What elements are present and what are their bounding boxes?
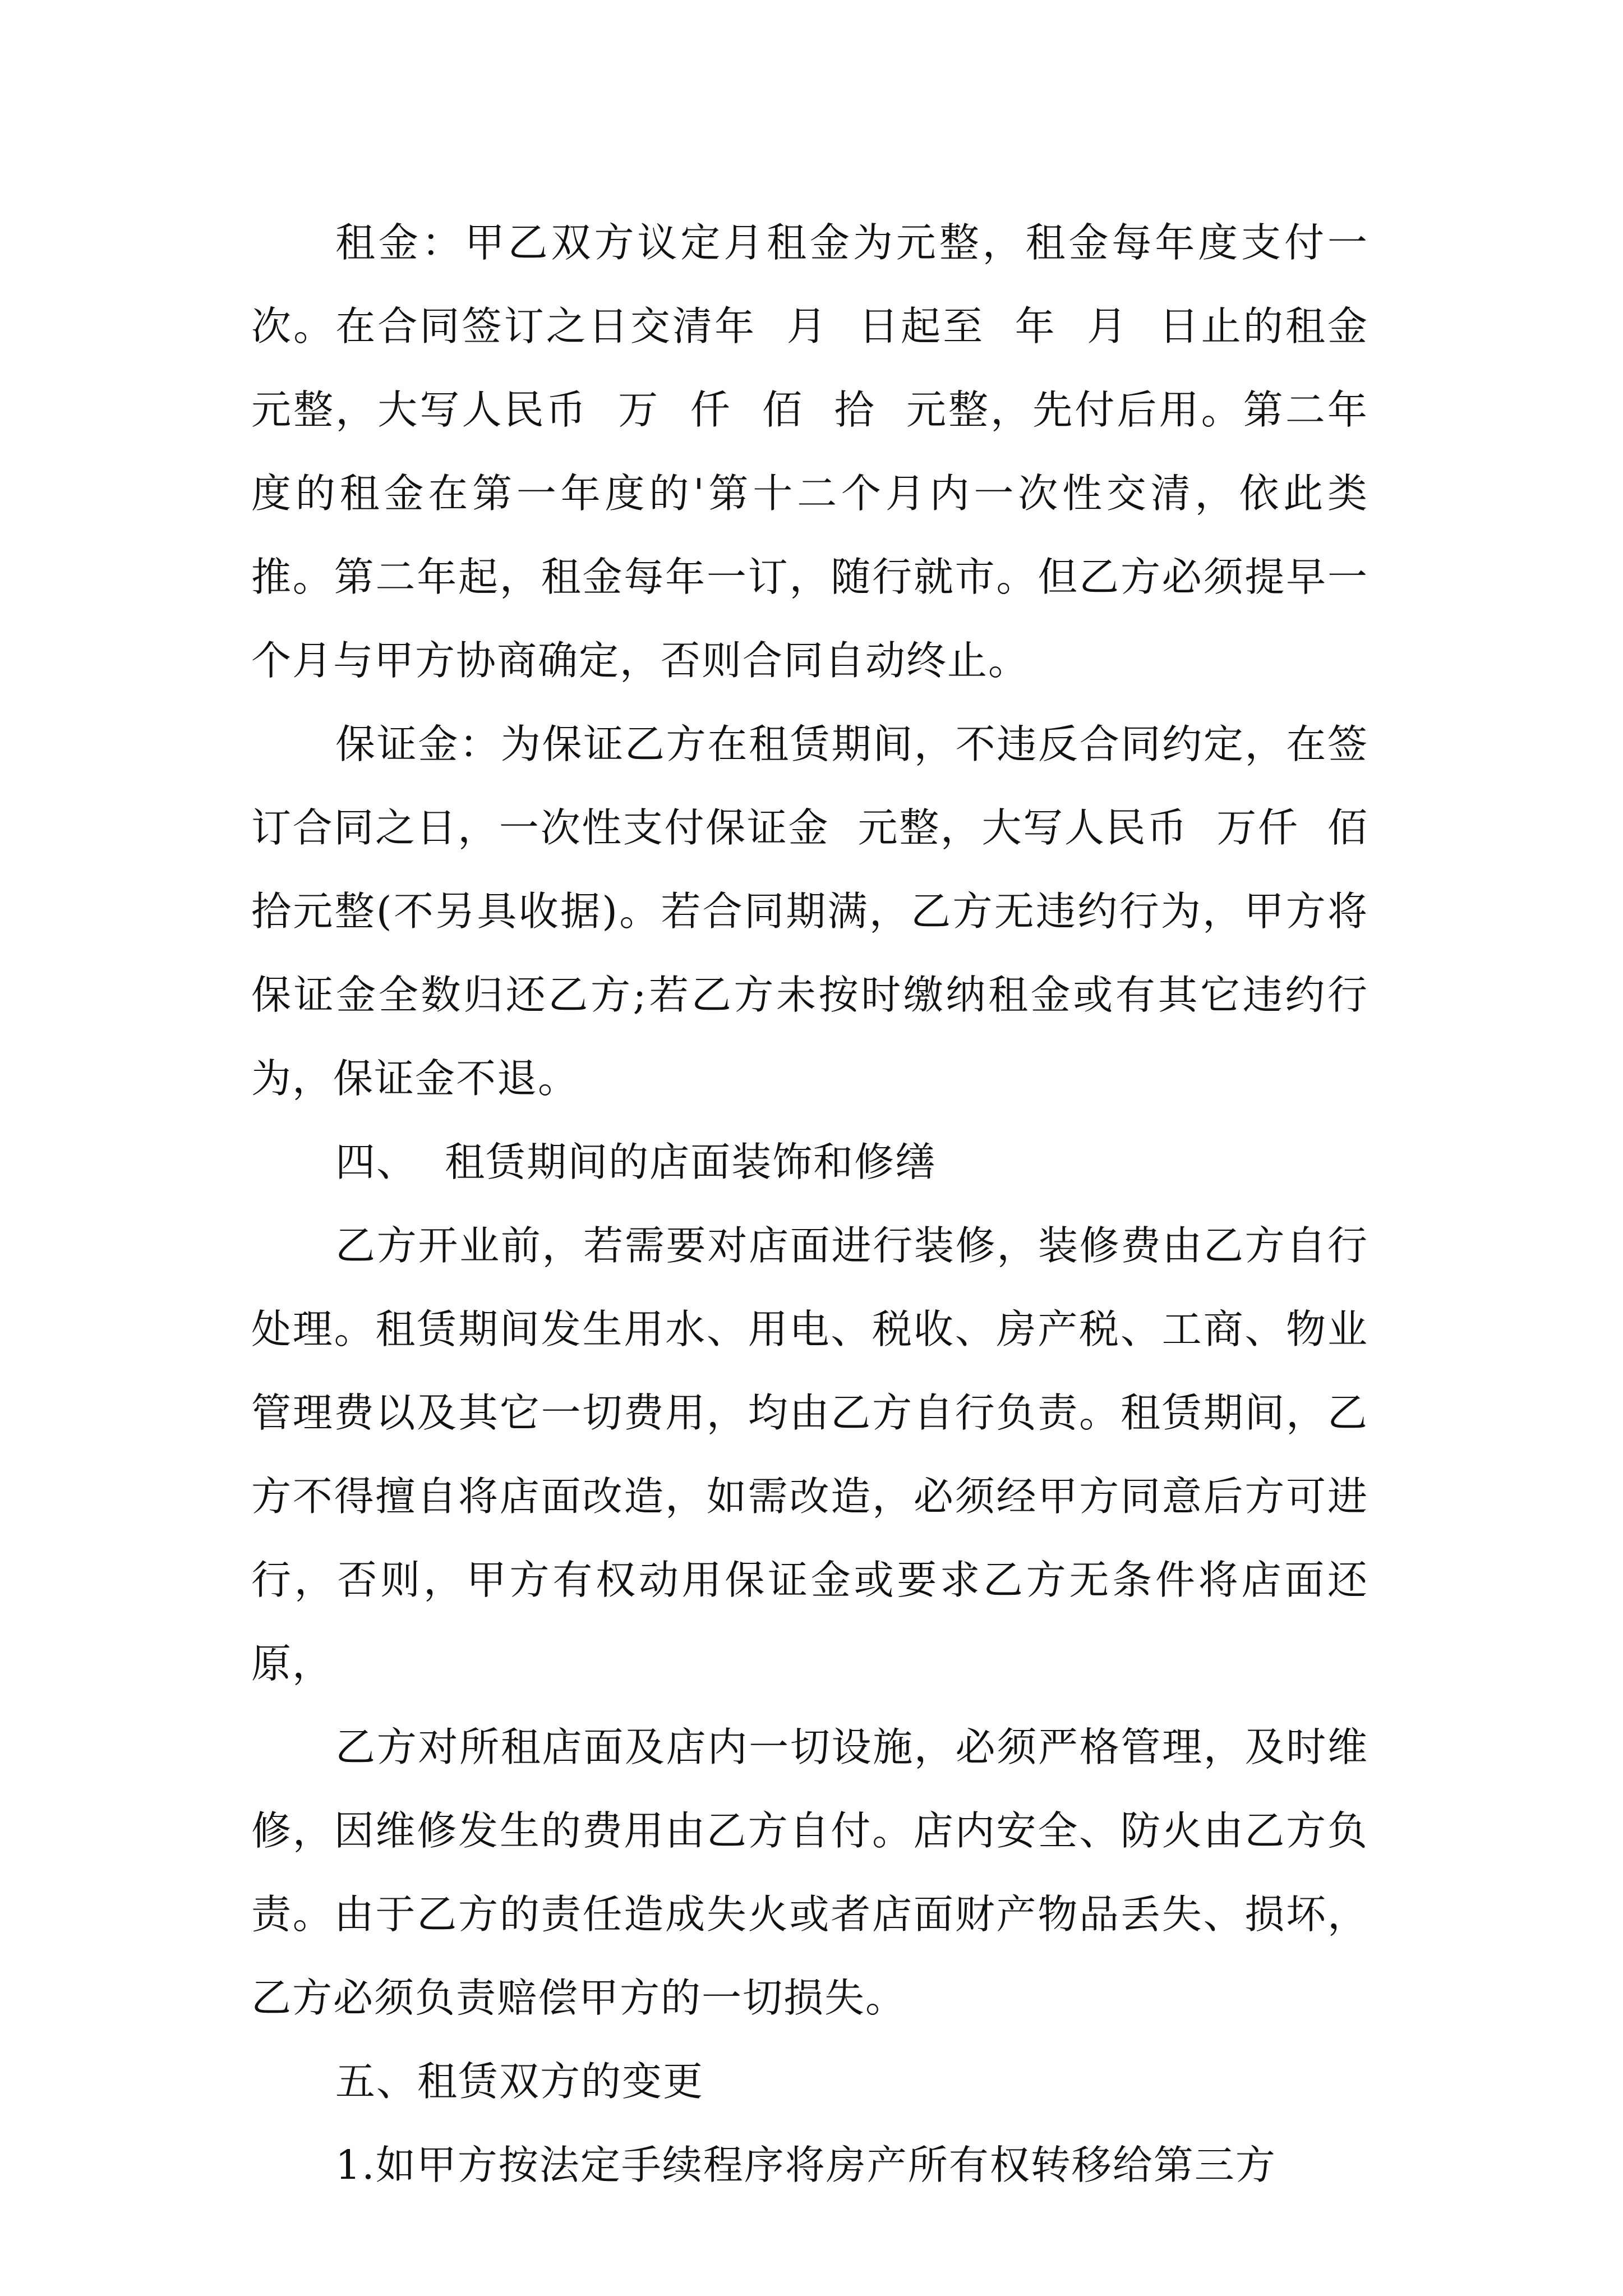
document-body — [251, 201, 1396, 2207]
maintenance-clause-paragraph: 乙方对所租店面及店内一切设施，必须严格管理，及时维修，因维修发生的费用由乙方自付。店内安全、防火由乙方负责。由于乙方的责任造成失火或者店面财产物品丢失、损坏，乙方必须负责赔偿甲方的一切损失。 — [251, 1724, 1368, 2021]
section-heading-renovation: 四、 租赁期间的店面装饰和修缮 — [335, 1139, 937, 1185]
section-heading-changes: 五、租赁双方的变更 — [335, 2058, 704, 2105]
change-clause-item-1: 1.如甲方按法定手续程序将房产所有权转移给第三方 — [335, 2142, 1276, 2188]
deposit-clause-paragraph: 保证金：为保证乙方在租赁期间，不违反合同约定，在签订合同之日，一次性支付保证金 元整，大写人民币 万仟 佰 拾元整(不另具收据)。若合同期满，乙方无违约行为，甲方将保证金全数归还乙方;若乙方未按时缴纳租金或有其它违约行为，保证金不退。 — [251, 721, 1396, 1102]
rent-clause-paragraph: 租金：甲乙双方议定月租金为元整，租金每年度支付一次。在合同签订之日交清年 月 日起至 年 月 日止的租金元整，大写人民币 万 仟 佰 拾 元整，先付后用。第二年度的租金在第一年度的'第十二个月内一次性交清，依此类推。第二年起，租金每年一订，随行就市。但乙方必须提早一个月与甲方协商确定，否则合同自动终止。 — [251, 219, 1368, 684]
renovation-clause-paragraph: 乙方开业前，若需要对店面进行装修，装修费由乙方自行处理。租赁期间发生用水、用电、税收、房产税、工商、物业管理费以及其它一切费用，均由乙方自行负责。租赁期间，乙方不得擅自将店面改造，如需改造，必须经甲方同意后方可进行，否则，甲方有权动用保证金或要求乙方无条件将店面还原， — [251, 1222, 1368, 1687]
